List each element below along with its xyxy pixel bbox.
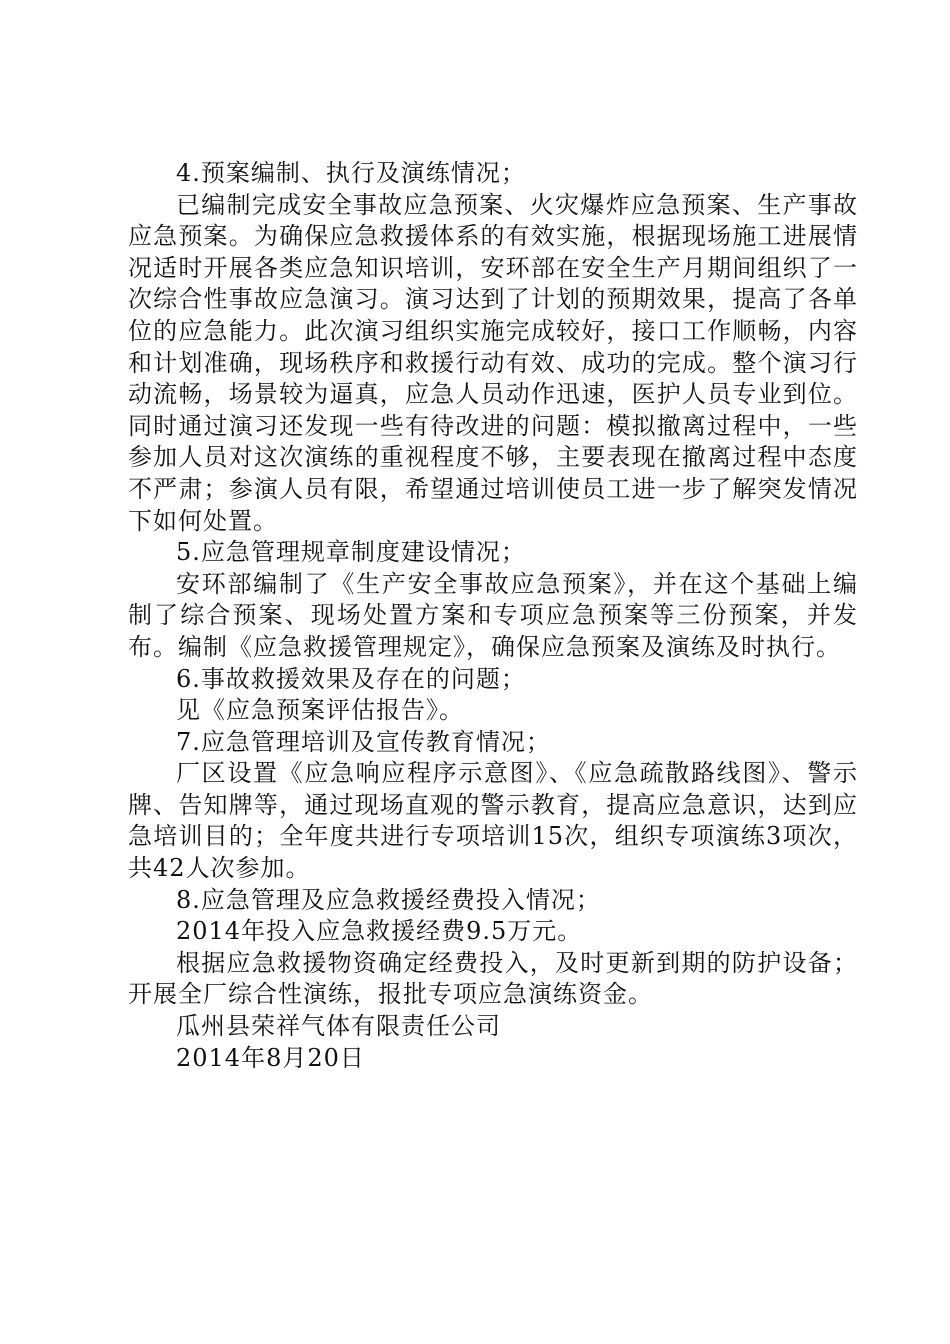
section-heading-plan: 4.预案编制、执行及演练情况； [176,159,526,187]
section-heading-rules: 5.应急管理规章制度建设情况； [176,538,526,567]
document-page [128,158,858,1074]
paragraph-training: 厂区设置《应急响应程序示意图》、《应急疏散路线图》、警示牌、告知牌等，通过现场直观的警示教育，提高应急意识，达到应急培训目的；全年度共进行专项培训15次，组织专项演练3项次，共42人次参加。 [128,759,858,883]
paragraph-funding-amount: 2014年投入应急救援经费9.5万元。 [176,917,583,946]
paragraph-funding-detail: 根据应急救援物资确定经费投入，及时更新到期的防护设备；开展全厂综合性演练，报批专项应急演练资金。 [128,948,858,1009]
company-signature: 瓜州县荣祥气体有限责任公司 [176,1012,501,1041]
paragraph-rules: 安环部编制了《生产安全事故应急预案》，并在这个基础上编制了综合预案、现场处置方案和专项应急预案等三份预案，并发布。编制《应急救援管理规定》，确保应急预案及演练及时执行。 [128,569,858,661]
section-heading-funding: 8.应急管理及应急救援经费投入情况； [176,885,601,914]
document-date: 2014年8月20日 [176,1043,365,1072]
paragraph-rescue: 见《应急预案评估报告》。 [176,696,464,725]
paragraph-plan-drill: 已编制完成安全事故应急预案、火灾爆炸应急预案、生产事故应急预案。为确保应急救援体系的有效实施，根据现场施工进展情况适时开展各类应急知识培训，安环部在安全生产月期间组织了一次综合性事故应急演习。演习达到了计划的预期效果，提高了各单位的应急能力。此次演习组织实施完成较好，接口工作顺畅，内容和计划准确，现场秩序和救援行动有效、成功的完成。整个演习行动流畅，场景较为逼真，应急人员动作迅速，医护人员专业到位。同时通过演习还发现一些有待改进的问题：模拟撤离过程中，一些参加人员对这次演练的重视程度不够，主要表现在撤离过程中态度不严肃；参演人员有限，希望通过培训使员工进一步了解突发情况下如何处置。 [128,190,858,535]
section-heading-training: 7.应急管理培训及宣传教育情况； [176,727,551,756]
section-heading-rescue: 6.事故救援效果及存在的问题； [176,664,526,693]
